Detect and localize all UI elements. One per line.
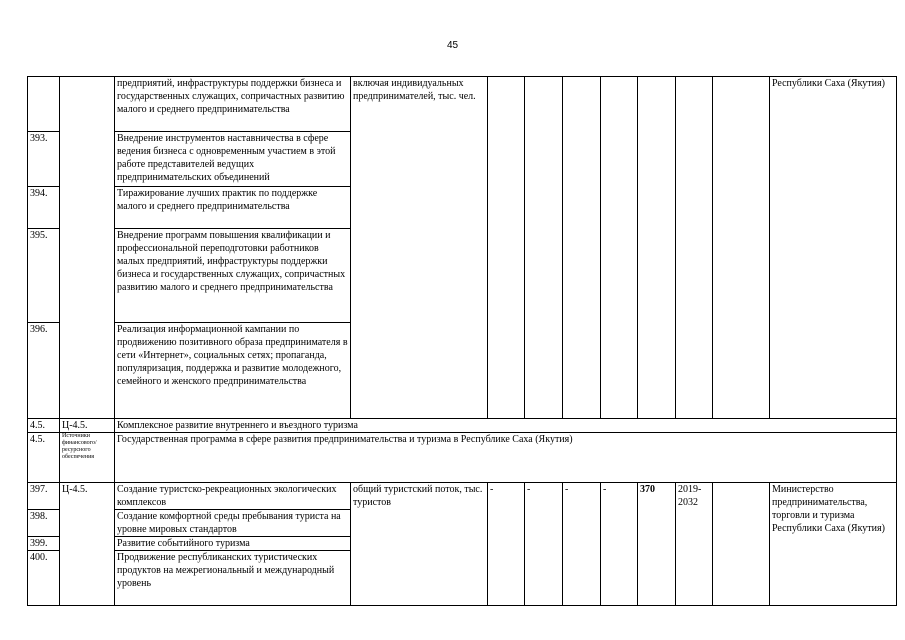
value-cell: - [488, 483, 525, 606]
table-row [28, 483, 897, 510]
value-cell [601, 77, 638, 419]
activity-name: Развитие событийного туризма [115, 537, 351, 551]
row-number: 394. [28, 187, 60, 229]
value-cell: - [601, 483, 638, 606]
activity-name: Внедрение инструментов наставничества в сфере ведения бизнеса с одновременным участием в этой работе представителей ведущих предпринимательских объединений [115, 132, 351, 187]
row-number: 393. [28, 132, 60, 187]
activity-name: предприятий, инфраструктуры поддержки бизнеса и государственных служащих, сопричастных развитию малого и среднего предпринимательства [115, 77, 351, 132]
responsible-cell: Республики Саха (Якутия) [770, 77, 897, 419]
value-cell [488, 77, 525, 419]
section-title: Комплексное развитие внутреннего и въездного туризма [115, 419, 897, 433]
activity-name: Создание комфортной среды пребывания туриста на уровне мировых стандартов [115, 510, 351, 537]
period-cell: 2019-2032 [676, 483, 713, 606]
period-cell [713, 77, 770, 419]
activity-name: Продвижение республиканских туристических продуктов на межрегиональный и международный уровень [115, 551, 351, 606]
value-cell [563, 77, 601, 419]
row-number: 400. [28, 551, 60, 606]
value-cell: - [525, 483, 563, 606]
activity-name: Тиражирование лучших практик по поддержке малого и среднего предпринимательства [115, 187, 351, 229]
program-table [27, 76, 897, 606]
indicator-name: включая индивидуальных предпринимателей, тыс. чел. [351, 77, 488, 419]
row-number: 398. [28, 510, 60, 537]
page-number: 45 [446, 40, 459, 51]
target-code: Ц-4.5. [60, 419, 115, 433]
section-number: 4.5. [28, 433, 60, 483]
section-row [28, 433, 897, 483]
value-cell [525, 77, 563, 419]
activity-name: Реализация информационной кампании по продвижению позитивного образа предпринимателя в сети «Интернет», социальных сетях; пропаганда, популяризация, поддержка и развитие молодежного, семейного и женского предпринимательства [115, 323, 351, 419]
table-row [28, 77, 897, 132]
row-number: 399. [28, 537, 60, 551]
activity-name: Внедрение программ повышения квалификации и профессиональной переподготовки работников малых предприятий, инфраструктуры поддержки бизнеса и государственных служащих, сопричастных развитию малого и среднего предпринимательства [115, 229, 351, 323]
row-number: 396. [28, 323, 60, 419]
responsible-cell: Министерство предпринимательства, торговли и туризма Республики Саха (Якутия) [770, 483, 897, 606]
funding-source-label: Источники финансового/ресурсного обеспечения [60, 433, 115, 483]
target-code [60, 77, 115, 419]
row-number [28, 77, 60, 132]
value-cell [638, 77, 676, 419]
program-title: Государственная программа в сфере развития предпринимательства и туризма в Республике Саха (Якутия) [115, 433, 897, 483]
row-number: 397. [28, 483, 60, 510]
value-cell [713, 483, 770, 606]
target-value: 370 [638, 483, 676, 606]
section-number: 4.5. [28, 419, 60, 433]
value-cell: - [563, 483, 601, 606]
activity-name: Создание туристско-рекреационных экологических комплексов [115, 483, 351, 510]
row-number: 395. [28, 229, 60, 323]
indicator-name: общий туристский поток, тыс. туристов [351, 483, 488, 606]
target-code: Ц-4.5. [60, 483, 115, 606]
section-row [28, 419, 897, 433]
value-cell [676, 77, 713, 419]
